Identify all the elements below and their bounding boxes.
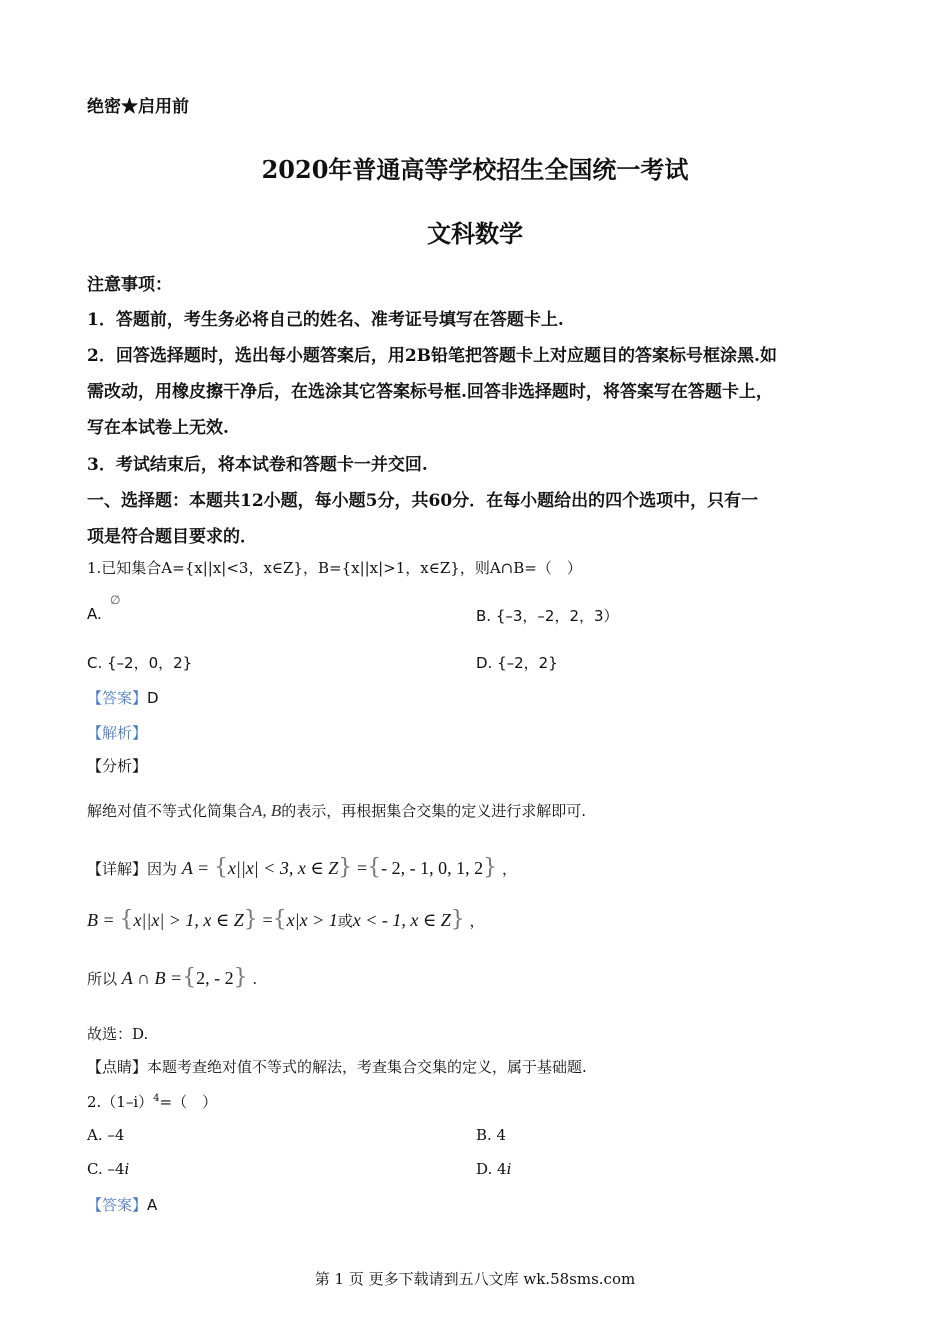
intersection-values: 2, - 2 [196, 968, 234, 988]
set-b-values-2: x < - 1, x ∈ Z [352, 910, 451, 930]
intersection-expr: A ∩ B = [121, 968, 183, 988]
q1-option-b: B. {–3，–2，2，3） [476, 607, 619, 625]
left-brace-icon: { [119, 907, 134, 932]
notice-item-2-line-1: 2．回答选择题时，选出每小题答案后，用2B铅笔把答题卡上对应题目的答案标号框涂黑.如 [87, 346, 777, 366]
q2-option-b: B. 4 [476, 1126, 507, 1144]
right-brace-icon: } [338, 855, 353, 880]
section-heading-line-2: 项是符合题目要求的． [87, 527, 257, 547]
set-a-equals: = [357, 858, 368, 878]
q2-answer [87, 1194, 157, 1215]
notice-heading: 注意事项： [87, 275, 172, 295]
exam-subtitle: 文科数学 [427, 219, 523, 248]
q2-option-d [476, 1160, 511, 1178]
detail-tag: 【详解】 [87, 860, 148, 878]
set-b-equals: = [262, 910, 273, 930]
right-brace-icon: } [243, 907, 258, 932]
right-brace-icon: } [450, 907, 465, 932]
q2-stem-post: =（ ） [159, 1093, 218, 1111]
q2-option-c-pre: C. –4 [87, 1160, 125, 1178]
so-end: . [252, 970, 258, 988]
confidential-label: 绝密★启用前 [87, 97, 189, 117]
set-a-definition: x||x| < 3, x ∈ Z [227, 858, 339, 878]
left-brace-icon: { [182, 965, 197, 990]
set-b-definition: x||x| > 1, x ∈ Z [133, 910, 244, 930]
set-b-lhs: B = [87, 910, 115, 930]
q2-option-d-i: i [506, 1160, 512, 1178]
left-brace-icon: { [367, 855, 382, 880]
so-pre: 所以 [87, 970, 118, 988]
detail-a-end: ， [501, 860, 517, 878]
empty-set-icon: ∅ [110, 593, 121, 607]
q2-option-c [87, 1160, 129, 1178]
q2-option-c-i: i [124, 1160, 130, 1178]
q2-stem-sup: 4 [153, 1093, 160, 1104]
q1-answer [87, 687, 159, 708]
comment-tag: 【点睛】 [87, 1058, 148, 1076]
page-footer: 第 1 页 更多下载请到五八文库 wk.58sms.com [314, 1270, 636, 1288]
detail-line-2 [87, 907, 485, 932]
detail-line-1 [87, 855, 517, 880]
question-2-stem [87, 1091, 217, 1112]
left-brace-icon: { [213, 855, 228, 880]
notice-item-1: 1．答题前，考生务必将自己的姓名、准考证号填写在答题卡上. [87, 310, 564, 330]
q1-choose: 故选：D. [87, 1025, 149, 1043]
fenxi-text-post: 的表示，再根据集合交集的定义进行求解即可. [281, 802, 587, 820]
exam-title: 2020年普通高等学校招生全国统一考试 [261, 155, 689, 184]
q2-option-a: A. –4 [87, 1126, 125, 1144]
fenxi-tag: 【分析】 [87, 757, 148, 775]
q1-comment [87, 1056, 587, 1077]
fenxi-text [87, 800, 586, 821]
comment-text: 本题考查绝对值不等式的解法，考查集合交集的定义，属于基础题. [147, 1058, 587, 1076]
detail-pre: 因为 [147, 860, 178, 878]
answer-value: D [147, 689, 159, 707]
right-brace-icon: } [483, 855, 498, 880]
fenxi-sets: A, B [252, 801, 282, 820]
answer-tag: 【答案】 [87, 689, 148, 707]
q1-option-d: D. {–2，2} [476, 654, 558, 672]
right-brace-icon: } [233, 965, 248, 990]
set-a-values: - 2, - 1, 0, 1, 2 [381, 858, 484, 878]
q2-stem-pre: 2.（1–i） [87, 1093, 154, 1111]
set-b-or: 或 [337, 912, 353, 930]
detail-line-3 [87, 965, 257, 990]
notice-item-3: 3．考试结束后，将本试卷和答题卡一并交回. [87, 455, 428, 475]
section-heading-line-1: 一、选择题：本题共12小题，每小题5分，共60分．在每小题给出的四个选项中，只有一 [87, 491, 759, 511]
q1-option-a-label: A. [87, 605, 102, 623]
q1-option-c: C. {–2，0，2} [87, 654, 193, 672]
notice-item-2-line-2: 需改动，用橡皮擦干净后，在选涂其它答案标号框.回答非选择题时，将答案写在答题卡上， [87, 382, 773, 402]
left-brace-icon: { [272, 907, 287, 932]
detail-b-end: ， [469, 912, 485, 930]
answer-tag: 【答案】 [87, 1196, 148, 1214]
answer-value: A [147, 1196, 158, 1214]
q2-option-d-pre: D. 4 [476, 1160, 507, 1178]
fenxi-text-pre: 解绝对值不等式化简集合 [87, 802, 253, 820]
set-b-values-1: x|x > 1 [286, 910, 338, 930]
analysis-tag: 【解析】 [87, 724, 148, 742]
set-a-lhs: A = [181, 858, 210, 878]
notice-item-2-line-3: 写在本试卷上无效. [87, 418, 229, 438]
question-1-stem: 1.已知集合A={x||x|<3，x∈Z}，B={x||x|>1，x∈Z}，则A∩B=（ ） [87, 559, 582, 577]
